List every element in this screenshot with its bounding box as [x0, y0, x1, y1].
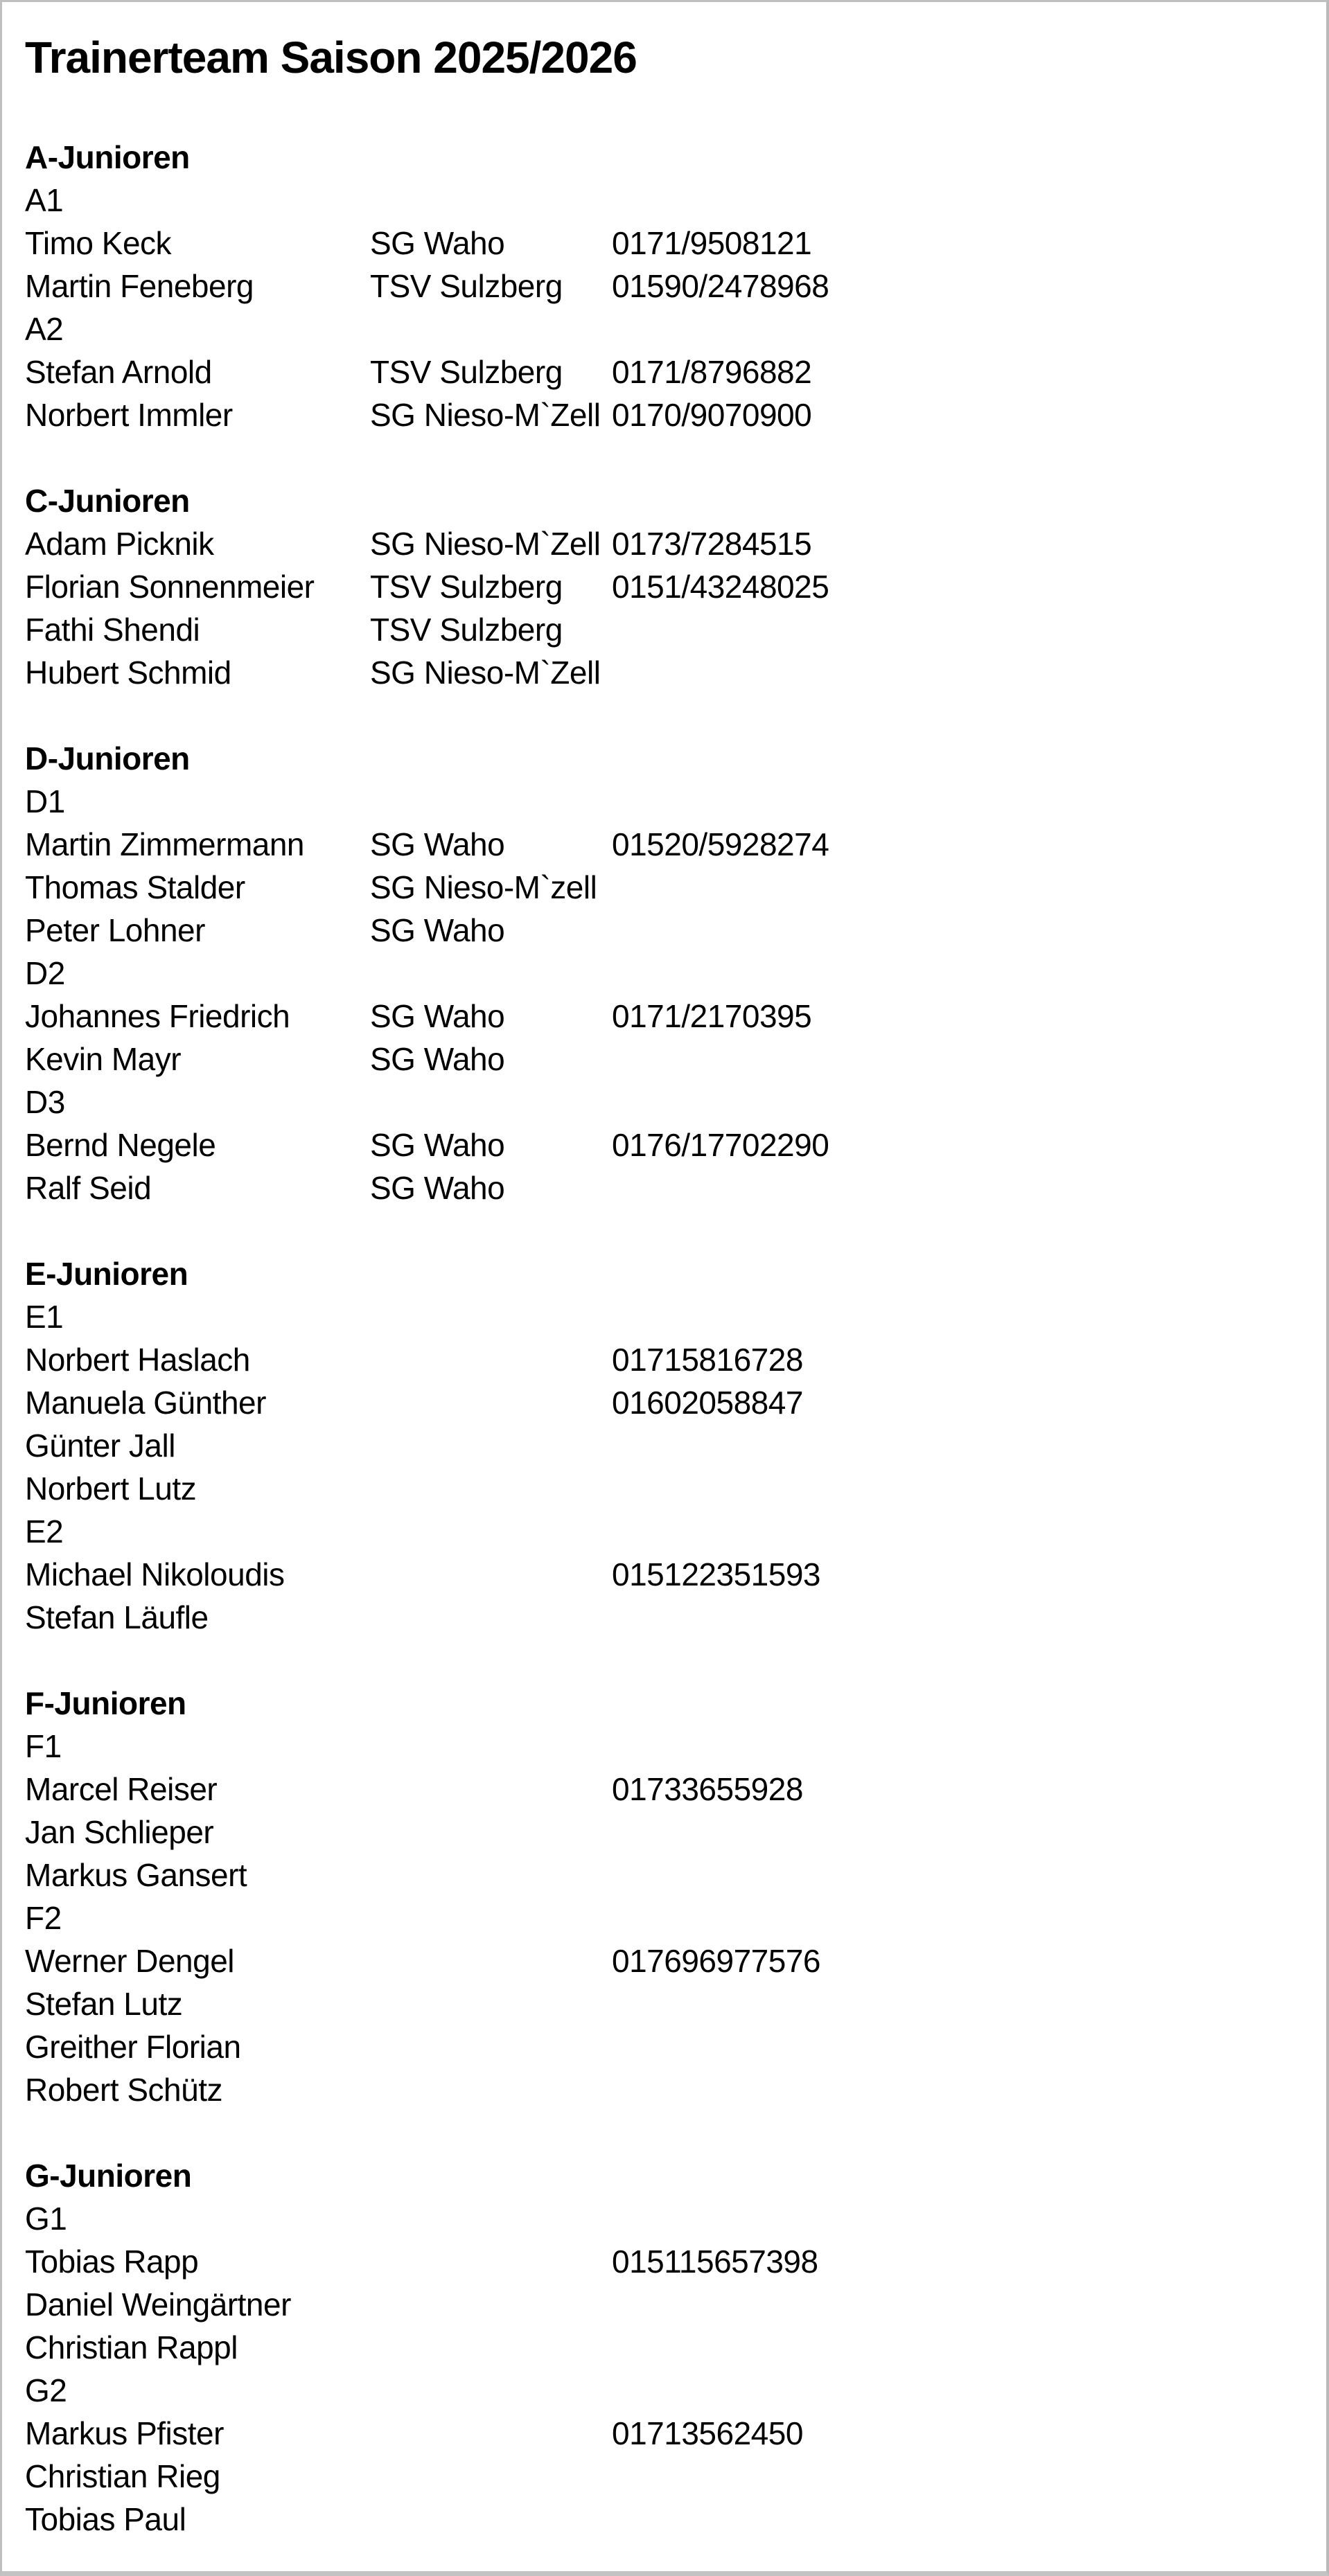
trainer-phone: [612, 1038, 1305, 1081]
trainer-phone: 015115657398: [612, 2244, 818, 2280]
trainer-club: [370, 1467, 612, 1510]
trainer-name: Stefan Lutz: [25, 1986, 183, 2022]
section-heading: D-Junioren: [25, 740, 190, 776]
trainer-phone: 01715816728: [612, 1342, 803, 1378]
trainer-name: Markus Gansert: [25, 1857, 247, 1893]
trainer-club: SG Waho: [370, 1127, 505, 1163]
trainer-phone: 01520/5928274: [612, 826, 829, 862]
subgroup-label: G2: [25, 2372, 67, 2408]
trainer-row: [25, 2412, 1305, 2455]
trainer-club: [370, 1553, 612, 1596]
trainer-name: Peter Lohner: [25, 912, 205, 948]
trainer-row: [25, 2283, 1305, 2326]
trainer-club: [370, 2240, 612, 2283]
subgroup-row: [25, 780, 1305, 823]
trainer-phone: [612, 866, 1305, 909]
subgroup-row: [25, 2369, 1305, 2412]
trainer-name: Martin Feneberg: [25, 268, 254, 304]
subgroup-row: [25, 1510, 1305, 1553]
trainer-phone: [612, 1467, 1305, 1510]
trainer-row: [25, 1768, 1305, 1811]
trainer-name: Günter Jall: [25, 1428, 175, 1464]
trainer-phone: [612, 1166, 1305, 1209]
subgroup-row: [25, 179, 1305, 222]
trainer-club: [370, 1338, 612, 1381]
trainer-club: SG Nieso-M`Zell: [370, 526, 601, 562]
subgroup-label: F2: [25, 1900, 62, 1936]
section-heading: F-Junioren: [25, 1685, 186, 1721]
trainer-row: [25, 1596, 1305, 1639]
trainer-name: Thomas Stalder: [25, 869, 245, 905]
trainer-club: [370, 2455, 612, 2498]
trainer-row: [25, 995, 1305, 1038]
subgroup-row: [25, 2197, 1305, 2240]
trainer-club: [370, 2498, 612, 2541]
trainer-phone: 0170/9070900: [612, 397, 812, 433]
trainer-row: [25, 1982, 1305, 2025]
trainer-phone: [612, 651, 1305, 694]
trainer-name: Timo Keck: [25, 225, 172, 261]
trainer-name: Michael Nikoloudis: [25, 1556, 285, 1592]
trainer-row: [25, 2455, 1305, 2498]
trainer-row: [25, 1381, 1305, 1424]
trainer-club: [370, 1424, 612, 1467]
trainer-club: SG Waho: [370, 1170, 505, 1206]
trainer-phone: 0151/43248025: [612, 569, 829, 605]
trainer-phone: 0171/2170395: [612, 998, 812, 1034]
trainer-name: Tobias Rapp: [25, 2244, 199, 2280]
trainer-club: TSV Sulzberg: [370, 354, 563, 390]
trainer-name: Kevin Mayr: [25, 1041, 182, 1077]
trainer-list: [25, 136, 1305, 2541]
trainer-name: Adam Picknik: [25, 526, 214, 562]
trainer-phone: 01713562450: [612, 2415, 803, 2451]
trainer-name: Fathi Shendi: [25, 612, 200, 648]
trainer-name: Norbert Lutz: [25, 1471, 197, 1507]
trainer-club: TSV Sulzberg: [370, 569, 563, 605]
trainer-phone: 017696977576: [612, 1943, 820, 1979]
trainer-club: [370, 1381, 612, 1424]
junior-section-c: [25, 479, 1305, 694]
trainer-club: [370, 1982, 612, 2025]
trainer-phone: [612, 1811, 1305, 1854]
trainer-row: [25, 1467, 1305, 1510]
trainer-row: [25, 565, 1305, 608]
trainer-club: [370, 2068, 612, 2111]
trainer-row: [25, 2326, 1305, 2369]
trainer-phone: [612, 608, 1305, 651]
trainer-phone: [612, 2068, 1305, 2111]
trainer-phone: [612, 2326, 1305, 2369]
subgroup-label: E1: [25, 1299, 64, 1335]
trainer-row: [25, 1553, 1305, 1596]
trainer-name: Greither Florian: [25, 2029, 241, 2065]
trainer-club: TSV Sulzberg: [370, 612, 563, 648]
junior-section-g: [25, 2154, 1305, 2541]
trainer-phone: [612, 2455, 1305, 2498]
trainer-phone: 015122351593: [612, 1556, 820, 1592]
junior-section-a: [25, 136, 1305, 436]
junior-section-d: [25, 737, 1305, 1209]
subgroup-label: D1: [25, 783, 65, 819]
trainer-name: Norbert Haslach: [25, 1342, 250, 1378]
trainer-row: [25, 2498, 1305, 2541]
trainer-row: [25, 2025, 1305, 2068]
trainer-name: Werner Dengel: [25, 1943, 235, 1979]
trainer-club: SG Waho: [370, 998, 505, 1034]
trainer-phone: 0173/7284515: [612, 526, 812, 562]
trainer-phone: 01602058847: [612, 1385, 803, 1421]
section-heading: E-Junioren: [25, 1256, 188, 1292]
trainer-club: [370, 2326, 612, 2369]
trainer-row: [25, 608, 1305, 651]
subgroup-label: G1: [25, 2201, 67, 2237]
trainer-name: Norbert Immler: [25, 397, 233, 433]
trainer-name: Manuela Günther: [25, 1385, 266, 1421]
trainer-club: TSV Sulzberg: [370, 268, 563, 304]
trainer-row: [25, 1166, 1305, 1209]
trainer-row: [25, 1424, 1305, 1467]
page-title: Trainerteam Saison 2025/2026: [25, 33, 637, 82]
subgroup-row: [25, 1295, 1305, 1338]
trainer-phone: 01733655928: [612, 1771, 803, 1807]
trainer-row: [25, 823, 1305, 866]
trainer-row: [25, 1123, 1305, 1166]
trainer-name: Markus Pfister: [25, 2415, 224, 2451]
subgroup-row: [25, 1725, 1305, 1768]
section-heading: A-Junioren: [25, 139, 190, 175]
trainer-name: Bernd Negele: [25, 1127, 216, 1163]
trainer-row: [25, 1338, 1305, 1381]
junior-section-f: [25, 1682, 1305, 2111]
trainer-name: Daniel Weingärtner: [25, 2286, 291, 2322]
trainer-phone: 0176/17702290: [612, 1127, 829, 1163]
trainer-row: [25, 2240, 1305, 2283]
trainer-phone: 0171/9508121: [612, 225, 812, 261]
trainer-phone: [612, 909, 1305, 952]
subgroup-label: E2: [25, 1513, 64, 1549]
trainer-row: [25, 1811, 1305, 1854]
subgroup-row: [25, 952, 1305, 995]
trainer-club: [370, 1939, 612, 1982]
trainer-phone: [612, 1424, 1305, 1467]
trainer-name: Stefan Arnold: [25, 354, 212, 390]
trainer-phone: [612, 2498, 1305, 2541]
trainer-name: Christian Rappl: [25, 2329, 238, 2365]
trainer-row: [25, 2068, 1305, 2111]
subgroup-label: D3: [25, 1084, 65, 1120]
trainer-club: SG Waho: [370, 826, 505, 862]
trainer-club: SG Nieso-M`zell: [370, 869, 597, 905]
trainer-row: [25, 909, 1305, 952]
subgroup-row: [25, 1081, 1305, 1123]
trainer-row: [25, 1854, 1305, 1897]
section-heading: G-Junioren: [25, 2158, 192, 2194]
trainer-row: [25, 222, 1305, 265]
trainer-phone: [612, 1596, 1305, 1639]
trainer-name: Tobias Paul: [25, 2501, 186, 2537]
trainer-phone: [612, 1854, 1305, 1897]
junior-section-e: [25, 1252, 1305, 1639]
subgroup-label: F1: [25, 1728, 62, 1764]
trainer-name: Ralf Seid: [25, 1170, 152, 1206]
trainer-row: [25, 866, 1305, 909]
trainer-row: [25, 1038, 1305, 1081]
trainer-phone: [612, 2283, 1305, 2326]
trainer-name: Martin Zimmermann: [25, 826, 305, 862]
subgroup-label: D2: [25, 955, 65, 991]
trainer-row: [25, 350, 1305, 393]
subgroup-label: A2: [25, 311, 64, 347]
trainer-row: [25, 651, 1305, 694]
trainer-club: SG Nieso-M`Zell: [370, 397, 601, 433]
trainer-name: Christian Rieg: [25, 2458, 220, 2494]
trainer-club: SG Nieso-M`Zell: [370, 655, 601, 691]
subgroup-row: [25, 1897, 1305, 1939]
trainer-name: Stefan Läufle: [25, 1599, 209, 1635]
trainer-club: [370, 2025, 612, 2068]
section-heading: C-Junioren: [25, 483, 190, 519]
trainer-club: SG Waho: [370, 912, 505, 948]
trainer-club: [370, 2283, 612, 2326]
trainer-row: [25, 522, 1305, 565]
trainer-name: Hubert Schmid: [25, 655, 231, 691]
trainer-name: Robert Schütz: [25, 2072, 222, 2108]
trainer-club: SG Waho: [370, 1041, 505, 1077]
trainer-phone: [612, 2025, 1305, 2068]
trainer-phone: 0171/8796882: [612, 354, 812, 390]
trainer-phone: 01590/2478968: [612, 268, 829, 304]
trainer-name: Florian Sonnenmeier: [25, 569, 315, 605]
subgroup-row: [25, 308, 1305, 350]
trainer-club: SG Waho: [370, 225, 505, 261]
trainer-phone: [612, 1982, 1305, 2025]
trainer-name: Jan Schlieper: [25, 1814, 214, 1850]
trainer-name: Marcel Reiser: [25, 1771, 218, 1807]
trainer-club: [370, 2412, 612, 2455]
subgroup-label: A1: [25, 182, 64, 218]
trainer-row: [25, 393, 1305, 436]
trainer-club: [370, 1811, 612, 1854]
trainer-name: Johannes Friedrich: [25, 998, 290, 1034]
trainer-club: [370, 1768, 612, 1811]
trainer-club: [370, 1854, 612, 1897]
trainer-row: [25, 265, 1305, 308]
trainer-club: [370, 1596, 612, 1639]
trainer-row: [25, 1939, 1305, 1982]
